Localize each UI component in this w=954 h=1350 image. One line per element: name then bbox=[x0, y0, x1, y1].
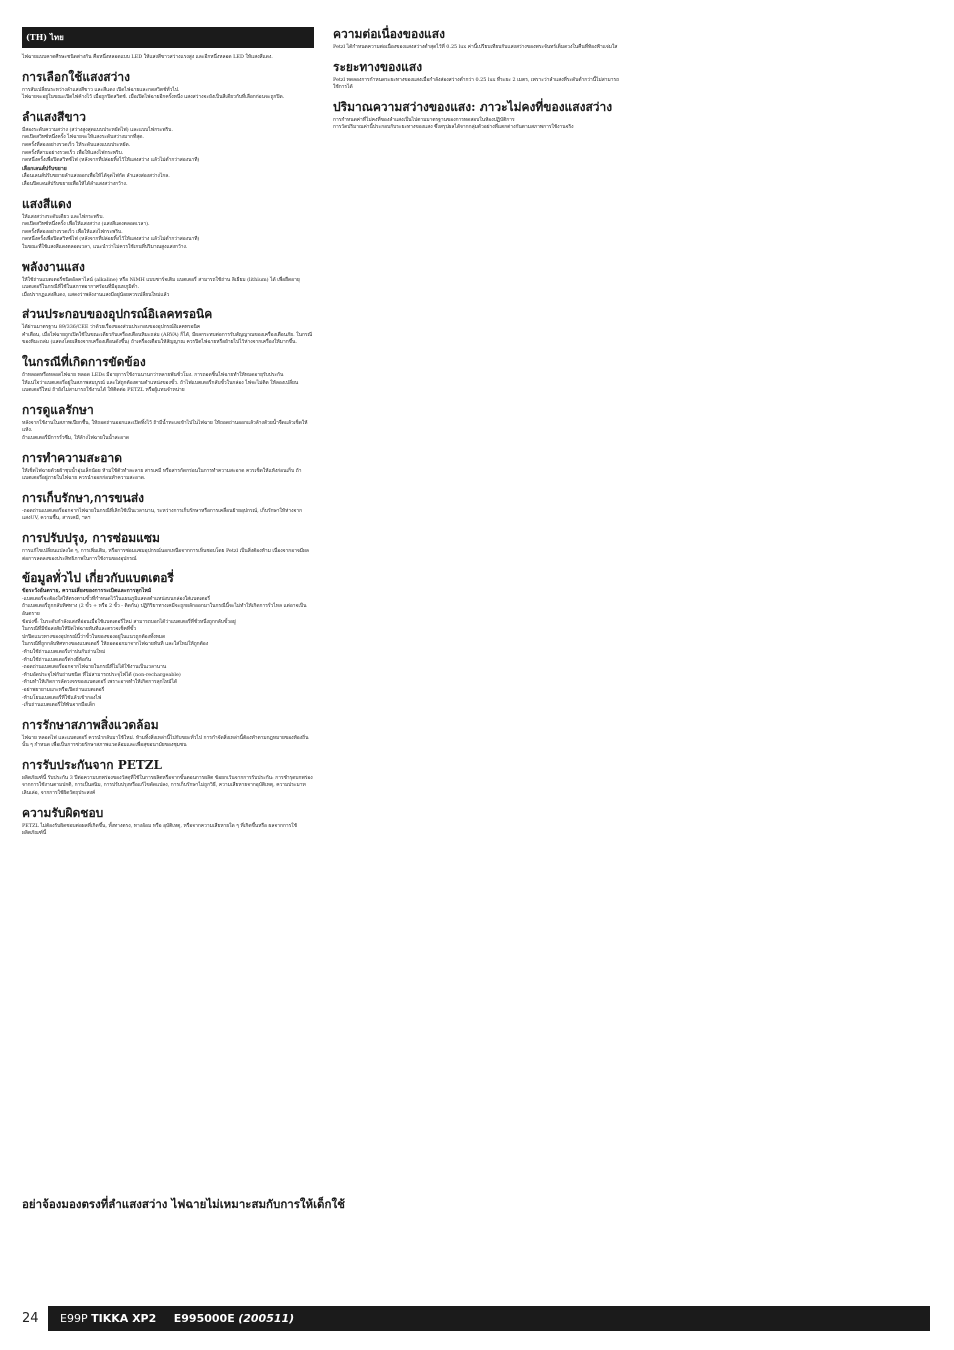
section-title: ส่วนประกอบของอุปกรณ์อิเลคทรอนิค bbox=[22, 307, 213, 322]
section-title: การทำความสะอาด bbox=[22, 450, 123, 465]
section-title: ความรับผิดชอบ bbox=[22, 805, 104, 820]
right-column bbox=[333, 27, 623, 132]
section-body: Petzl ได้กำหนดความต่อเนื่องของแสงสว่างต่ำสุดไว้ที่ 0.25 lux ค่านี้เปรียบเทียบกับแสงสว่างของพระจันทร์เต็มดวงในคืนที่ท้องฟ้าแจ่มใส bbox=[333, 44, 618, 50]
section-title: การปรับปรุง, การซ่อมแซม bbox=[22, 531, 160, 545]
section-body: ได้ผ่านมาตรฐาน 89/336/CEE ว่าด้วยเรื่องของส่วนประกอบของอุปกรณ์อิเลคทรอนิค คำเตือน, เมื่อไฟฉายถูกเปิดใช้ในขณะเดียวกับเครื่องเตือนหิมะถล่ม (ARVA) ก็ได้, มีผลกระทบต่อการรับสัญญาณของเครื่องเตือนภัย. ในกรณีของหิมะถล่ม (แสดงโดยเสียงจากเครื่องเตือนดังขึ้น) ถ้าเครื่องเตือนให้สัญญาณ ควรปิดไฟฉายหรือย้ายไปไว้ห่างจากเครื่องให้มากขึ้น. bbox=[22, 324, 313, 346]
section-body: หลังจากใช้งานในสภาพเปียกชื้น, ให้ถอดถ่านออกและเปิดทิ้งไว้ ถ้ามีน้ำทะเลเข้าไปในไฟฉาย ให้ถอดถ่านออกแล้วล้างด้วยน้ำจืดแล้วเช็ดให้แห้ง. ถ้าแบตเตอรี่มีการรั่วซึม, ให้ล้างไฟฉายในน้ำสะอาด bbox=[22, 419, 308, 442]
footer-bar bbox=[48, 1306, 930, 1331]
language-header: (TH) ไทย bbox=[22, 27, 314, 48]
section-body: ไฟฉาย หลอดไฟ และแบตเตอรี่ ควรนำกลับมาใช้ใหม่. ห้ามทิ้งสิ่งเหล่านี้ไปกับขยะทั่วไป การกำจัดสิ่งเหล่านี้ต้องทำตามกฎหมายของท้องถิ่นนั้น ๆ กำหนด เพื่อเป็นการช่วยรักษาสภาพแวดล้อมและเพื่อสุขอนามัยของชุมชน bbox=[22, 734, 309, 749]
section-body: ผลิตภัณฑ์นี้ รับประกัน 3 ปีต่อความบกพร่องของวัสดุที่ใช้ในการผลิตหรือจากขั้นตอนการผลิต ข้อยกเว้นจากการรับประกัน: การชำรุดบกพร่องจากการใช้งานตามปกติ, การเป็นสนิม, การปรับปรุงหรือแก้ไขดัดแปลง, การเก็บรักษาไม่ถูกวิธี, ความเสียหายจากอุบัติเหตุ, ความประมาทเลินเล่อ, จากการใช้ผิดวัตถุประสงค์ bbox=[22, 774, 313, 797]
left-column bbox=[22, 27, 314, 838]
section-title: พลังงานแสง bbox=[22, 259, 85, 274]
page-footer bbox=[22, 1306, 930, 1331]
section-body: ถ้าหลอดหรือหลอดไฟฉาย หลอด LEDs มีอายุการใช้งานนานกว่าหลายพันชั่วโมง. การถอดชิ้นไฟฉายทำให้หมดอายุรับประกัน ให้แน่ใจว่าแบตเตอรี่อยู่ในสภาพสมบูรณ์ และใส่ถูกต้องตามตำแหน่งของขั้ว. ถ้าไฟแบตเตอรี่กลับขั้วในกล่อง ไฟจะไม่ติด ให้ลองเปลี่ยนแบตเตอรี่ใหม่ ถ้ายังไม่สามารถใช้งานได้ ให้ติดต่อ PETZL หรือผู้แทนจำหน่าย bbox=[22, 372, 299, 394]
section-title: การเก็บรักษา,การขนส่ง bbox=[22, 490, 145, 505]
section-body: -ถอดถ่านแบตเตอรี่ออกจากไฟฉายในกรณีที่เลิกใช้เป็นเวลานาน, ระหว่างการเก็บรักษาหรือการเคลื่อนย้ายอุปกรณ์, เก็บรักษาให้ห่างจากแสงUV, ความชื้น, สารเคมี, ฯลฯ bbox=[22, 507, 303, 522]
section-body: ให้เช็ดไฟฉายด้วยผ้าชุบน้ำอุ่นเล็กน้อย ห้ามใช้ตัวทำละลาย สารเคมี หรือสารกัดกร่อนในการทำความสะอาด ควรเช็ดให้แห้งก่อนเก็บ ถ้าแบตเตอรี่อยู่ภายในไฟฉาย ควรนำออกก่อนทำความสะอาด. bbox=[22, 467, 302, 482]
product-name: TIKKA XP2 bbox=[91, 1312, 157, 1325]
subsection-body: -แบตเตอรี่จะต้องใส่ให้ตรงตามขั้วที่กำหนดไว้ในแผนภูมิแสดงตำแหน่งบนกล่องใส่แบตเตอรี่ ถ้าแบตเตอรี่ถูกกลับทิศทาง (2 ขั้ว + หรือ 2 ขั้ว - ติดกัน) ปฏิกิริยาทางเคมีจะถูกผลักออกมาในกรณีนี้จะไม่ทำให้เกิดการรั่วไหล แต่อาจเป็นอันตราย ข้อบ่งชี้: ในระดับกำลังแสงที่อ่อนเมื่อใช้แบตเตอรี่ใหม่ สามารถบอกได้ว่าแบตเตอรี่ที่ชั่วหนึ่งถูกกลับขั้วอยู่ ในกรณีที่มีข้อสงสัยให้ปิดไฟฉายทันทีและตรวจเช็คที่ขั้ว ปกปิดแนวทางของอุปกรณ์นี้ว่าขั้วในของของอยู่ในแนวถูกต้องทั้งหมด ในกรณีที่ถูกกลับทิศทางของแบตเตอรี่ ให้ถอดออกมาจากไฟฉายทันที และใส่ใหม่ให้ถูกต้อง -ห้ามใช้ถ่านแบตเตอรี่เก่าปนกับถ่านใหม่ -ห้ามใช้ถ่านแบตเตอรี่ต่างยี่ห้อกัน -ถอดถ่านแบตเตอรี่ออกจากไฟฉายในกรณีที่ไม่ได้ใช้งานเป็นเวลานาน -ห้ามอัดประจุไฟกับถ่านชนิด ที่ไม่สามารถประจุไฟได้ (non-rechargeable) -ห้ามทำให้เกิดการลัดวงจรของแบตเตอรี่ เพราะอาจทำให้เกิดการลุกไหม้ได้ -อย่าพยายามแกะหรือเปิดถ่านแบตเตอรี่ -ห้ามโยนแบตเตอรี่ที่ใช้แล้วเข้ากองไฟ -เก็บถ่านแบตเตอรี่ให้พ้นจากมือเด็ก bbox=[22, 595, 307, 709]
section-title: การรักษาสภาพสิ่งแวดล้อม bbox=[22, 717, 159, 732]
section-title: การดูแลรักษา bbox=[22, 402, 94, 417]
safety-warning: อย่าจ้องมองตรงที่ลำแสงสว่าง ไฟฉายไม่เหมาะสมกับการให้เด็กใช้ bbox=[22, 1197, 345, 1211]
subsection-body: เลื่อนเลนส์ปรับขยายลำแสงออกเพื่อให้ได้จุดไฟกัด ลำแสงส่องสว่างไกล. เลื่อนปิดเลนส์ปรับขยายเพื่อให้ได้ลำแสงสว่างกว้าง. bbox=[22, 173, 170, 187]
section-title: ความต่อเนื่องของแสง bbox=[333, 27, 445, 41]
section-title: ลำแสงสีขาว bbox=[22, 109, 87, 124]
section-title: แสงสีแดง bbox=[22, 196, 72, 211]
right-sections bbox=[333, 27, 623, 132]
section-title: การรับประกันจาก PETZL bbox=[22, 757, 162, 772]
section-title: ในกรณีที่เกิดการขัดข้อง bbox=[22, 355, 146, 370]
section-body: การกำหนดค่าที่ไม่คงที่ของลำแสงเป็นไปตามมาตรฐานของการทดสอบในห้องปฏิบัติการ การวัดปริมาณค่านี้ประกอบกับระยะทางของแสง ซึ่งสรุปผลได้จากกลุ่มตัวอย่างที่แตกต่างกันตามสภาพการใช้งานจริง bbox=[333, 116, 574, 131]
section-body: มีสองระดับความสว่าง (สว่างสูงสุดแบบประหยัดไฟ) และแบบไฟกระพริบ. กดเปิดสวิทซ์หนึ่งครั้ง ไฟฉายจะให้แสงระดับสว่างมากที่สุด. กดครั้งที่สองอย่างรวดเร็ว ให้ระดับแสงแบบประหยัด. กดครั้งที่สามอย่างรวดเร็ว เพื่อให้แสงไฟกระพริบ. กดหนึ่งครั้งเพื่อปิดสวิทซ์ไฟ (หลังจากที่ปล่อยทิ้งไว้ให้แสงสว่าง แล้วไม่ต่ำกว่าสองนาที) bbox=[22, 126, 200, 164]
reference-code: E995000E bbox=[173, 1312, 235, 1325]
left-sections bbox=[22, 70, 314, 838]
section-body: การแก้ไขเปลี่ยนแปลงใด ๆ, การเพิ่มเติม, หรือการซ่อมแซมอุปกรณ์นอกเหนือจากการเห็นชอบโดย Petzl เป็นสิ่งต้องห้าม เนื่องจากอาจมีผลต่อการลดลงของประสิทธิภาพในการใช้งานของอุปกรณ์ bbox=[22, 548, 309, 562]
revision-date: (200511) bbox=[238, 1312, 295, 1325]
section-body: PETZL ไม่ต้องรับผิดชอบต่อผลที่เกิดขึ้น, ทั้งทางตรง, ทางอ้อม หรือ อุบัติเหตุ, หรือจากความเสียหายใด ๆ ที่เกิดขึ้นหรือ ผลจากการใช้ผลิตภัณฑ์นี้ bbox=[22, 822, 298, 837]
section-body: ให้ใช้ถ่านแบตเตอรี่ชนิดอัลคาไลน์ (alkaline) หรือ NiMH แบบชาร์จเติม แบตเตอรี่ สามารถใช้ถ่าน ลิเธียม (lithium) ได้ เพื่อยืดอายุแบตเตอรี่ในกรณีที่ใช้ในสภาพอากาศร้อนที่มีอุณหภูมิต่ำ. เมื่อปรากฏแสงสีแดง, แสดงว่าพลังงานแสงมีอยู่น้อยควรเปลี่ยนใหม่แล้ว bbox=[22, 276, 300, 298]
section-body: Petzl ทดลองการกำหนดระยะทางของแสงเมื่อกำลังส่องสว่างต่ำกว่า 0.25 lux ที่ระยะ 2 เมตร, เพราะว่าลำแสงที่ระดับต่ำกว่านี้ไม่สามารถใช้การได้ bbox=[333, 76, 620, 91]
subsection-title: ข้อระวังอันตราย, ความเสี่ยงของการระเบิดและการลุกไหม้ bbox=[22, 588, 152, 595]
section-title: การเลือกใช้แสงสว่าง bbox=[22, 69, 130, 84]
page-number: 24 bbox=[22, 1311, 39, 1326]
intro-text: ไฟฉายแบบคาดศีรษะชนิดต่างกัน คือหนึ่งหลอดแบบ LED ให้แสงสีขาวสว่างแรงสูง และอีกหนึ่งหลอด LED ให้แสงสีแดง. bbox=[22, 54, 273, 60]
subsection-title: เลือกเลนส์ปรับขยาย bbox=[22, 165, 67, 172]
section-title: ข้อมูลทั่วไป เกี่ยวกับแบตเตอรี่ bbox=[22, 571, 174, 586]
doc-code: E99P bbox=[60, 1312, 88, 1325]
section-body: การสับเปลี่ยนระหว่างลำแสงสีขาว และสีแดง เปิดไฟฉายและกดสวิตช์ทั่วไป. ไฟฉายจะอยู่ในขณะเปิดไฟค้างไว้ เมื่อถูกปิดสวิตช์. เมื่อเปิดไฟฉายอีกครั้งหนึ่ง แสงสว่างจะยังเป็นสีเดียวกับที่เลือกก่อนจะถูกปิด. bbox=[22, 86, 285, 101]
section-title: ปริมาณความสว่างของแสง: ภาวะไม่คงที่ของแสงสว่าง bbox=[333, 99, 613, 114]
section-body: ให้แสงสว่างระดับเดียว และไฟกระพริบ. กดเปิดสวิทซ์หนึ่งครั้ง เพื่อให้แสงสว่าง (แสงสีแดงตลอดเวลา). กดครั้งที่สองอย่างรวดเร็ว เพื่อให้แสงไฟกระพริบ. กดหนึ่งครั้งเพื่อปิดสวิทซ์ไฟ (หลังจากที่ปล่อยทิ้งไว้ให้แสงสว่าง แล้วไม่ต่ำกว่าสองนาที) ในขณะที่ใช้แสงสีแดงตลอดเวลา, แนะนำว่าไม่ควรใช้เกนที่ปริมาณสูงแสงกว้าง. bbox=[22, 213, 200, 250]
section-title: ระยะทางของแสง bbox=[333, 59, 423, 74]
